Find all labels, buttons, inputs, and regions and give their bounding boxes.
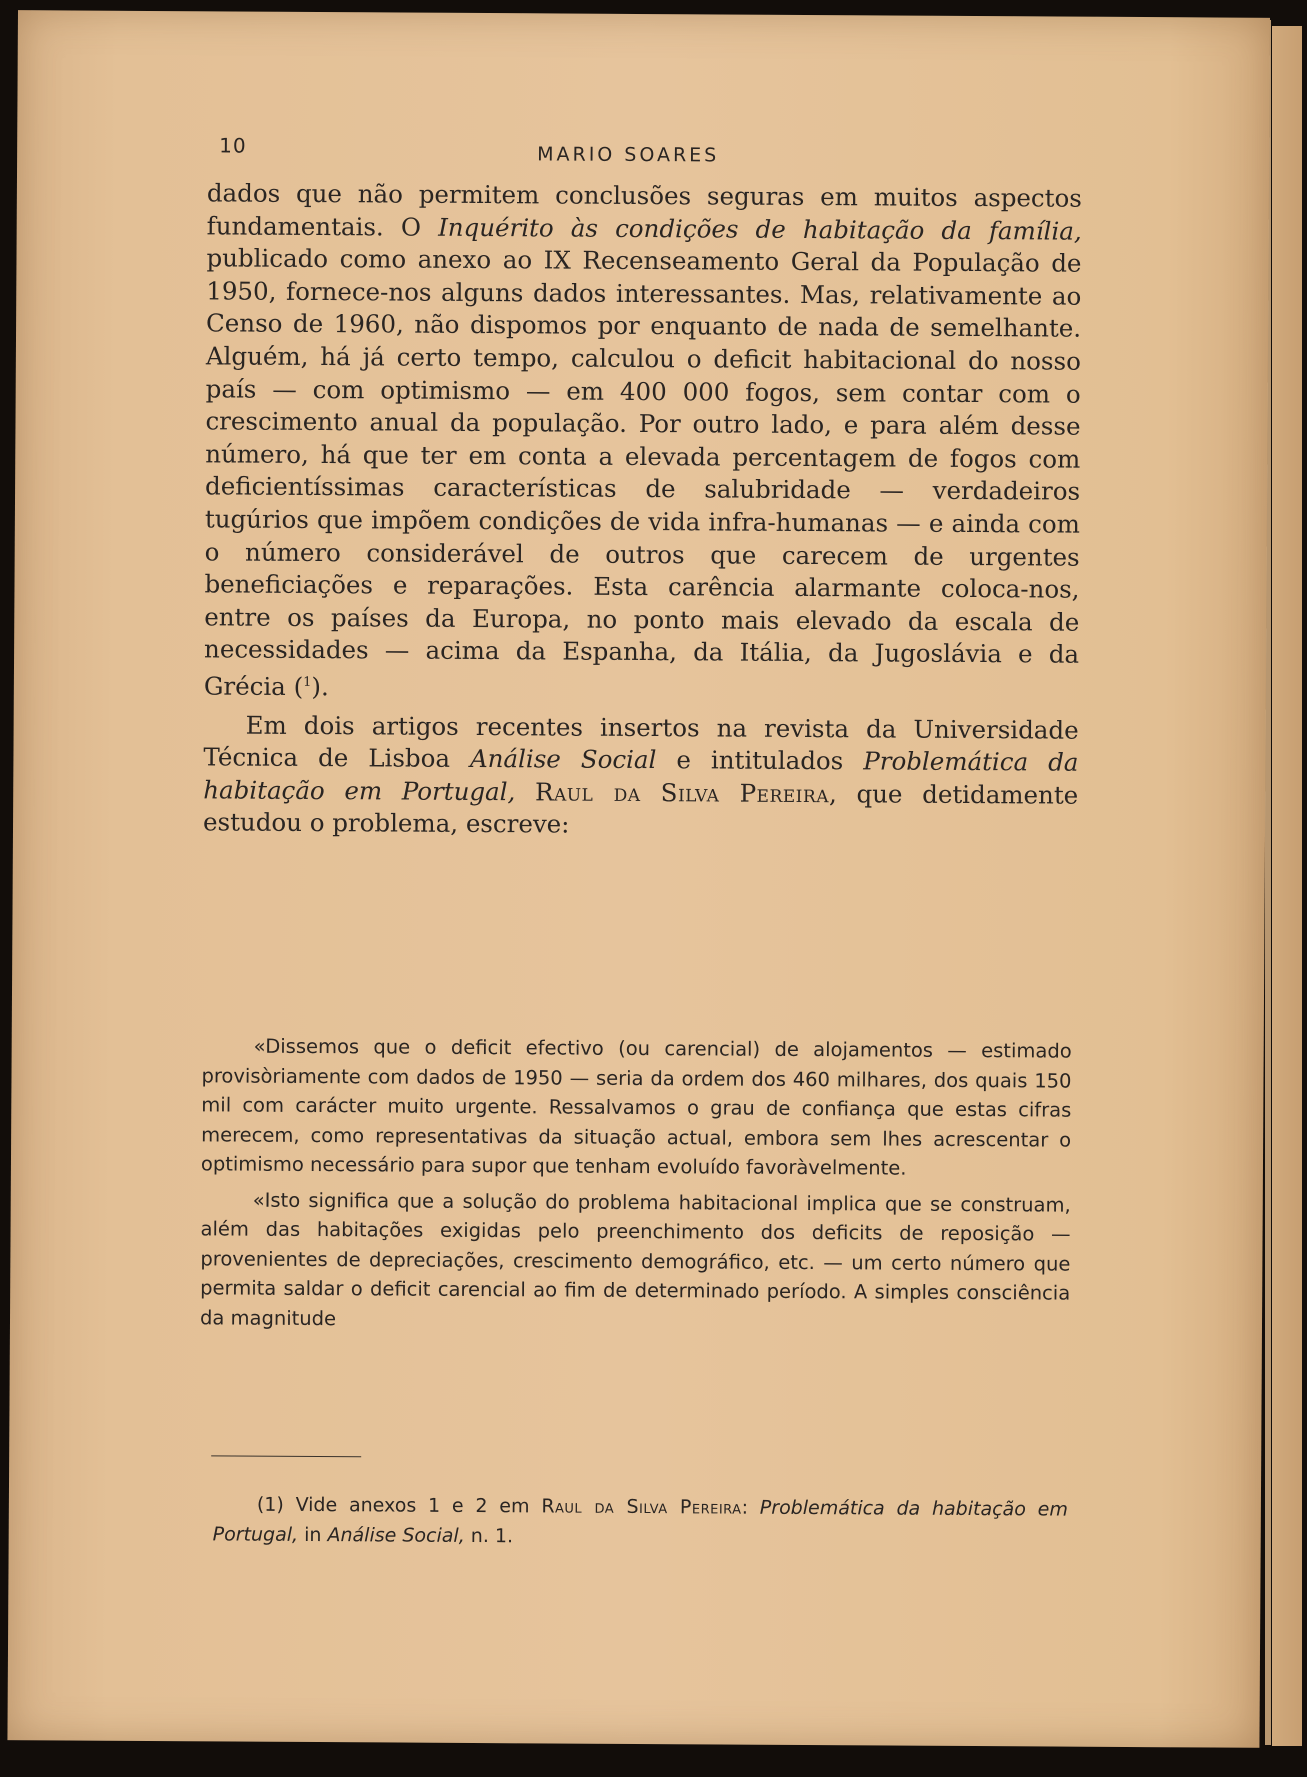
quote-paragraph-1: «Dissemos que o deficit efectivo (ou carencial) de alojamentos — estimado provisòriamente com dados de 1950 — seria da ordem dos 460 milhares, dos quais 150 mil com carácter muito urgente. Ressalvamos o grau de confiança que estas cifras merecem, como representativas da situação actual, embora sem lhes acrescentar o optimismo necessário para supor que tenham evoluído favoràvelmente. — [200, 1034, 1072, 1180]
footnote-reference: 1 — [303, 674, 312, 690]
page-header — [17, 120, 1269, 168]
p2-text-a: Em dois artigos recentes insertos na revista da Universidade Técnica de Lisboa — [203, 710, 1079, 774]
main-text — [203, 177, 1082, 844]
footnote-author: Raul da Silva Pereira — [541, 1495, 742, 1519]
p1-italic-title: Inquérito às condições de habitação da família, — [438, 212, 1082, 246]
block-quote — [200, 1031, 1072, 1337]
p1-text-c: publicado como anexo ao IX Recenseamento Geral da População de 1950, fornece-nos alguns dados interessantes. Mas, relativamente ao Censo de 1960, não dispomos por enquanto de nada de semelhante. Alguém, há já certo tempo, calculou o deficit habitacional do nosso país — com optimismo — em 400 000 fogos, sem contar com o crescimento anual da população. Por outro lado, e para além desse número, há que ter em conta a elevada percentagem de fogos com deficientíssimas características de salubridade — verdadeiros tugúrios que impõem condições de vida infra-humanas — e ainda com o número considerável de outros que carecem de urgentes beneficiações e reparações. Esta carência alarmante coloca-nos, entre os países da Europa, no ponto mais elevado da escala de necessidades — acima da Espanha, da Itália, da Jugoslávia e da Grécia ( — [203, 243, 1082, 701]
footnote-marker: (1) — [256, 1493, 284, 1516]
footnote — [213, 1489, 1068, 1554]
book-page — [7, 10, 1270, 1748]
p2-text-f: , que detidamente estudou o problema, escreve: — [202, 778, 1079, 839]
p1-text-d: ). — [311, 672, 329, 702]
p2-space — [515, 777, 535, 806]
footnote-text-c: in — [298, 1523, 328, 1547]
p2-article-italic: Problemática da habitação em Portugal, — [203, 746, 1079, 807]
paragraph-2 — [203, 709, 1079, 845]
p2-text-c: e intitulados — [656, 745, 864, 776]
p2-journal-italic: Análise Social — [469, 744, 657, 775]
quote-paragraph-2: «Isto significa que a solução do problema habitacional implica que se construam, além das habitações exigidas pelo preenchimento dos deficits de reposição — provenientes de depreciações, crescimento demográfico, etc. — um certo número que permita saldar o deficit carencial ao fim de determinado período. A simples consciência da magnitude — [199, 1188, 1071, 1330]
p1-text-a: dados que não permitem conclusões seguras em muitos aspectos fundamentais. O — [206, 178, 1082, 242]
footnote-text-d: n. 1. — [464, 1524, 514, 1548]
page-number: 10 — [219, 133, 247, 158]
paragraph-1 — [204, 177, 1082, 708]
footnote-title-italic: Problemática da habitação em Portugal, — [212, 1496, 1068, 1546]
footnote-journal-italic: Análise Social, — [327, 1524, 465, 1547]
running-head: MARIO SOARES — [537, 143, 720, 167]
adjacent-page-edge — [1272, 26, 1302, 1746]
p2-author-name: Raul da Silva Pereira — [534, 777, 830, 808]
footnote-divider — [211, 1455, 361, 1457]
footnote-text-b: : — [741, 1496, 760, 1519]
footnote-text-a: Vide anexos 1 e 2 em — [283, 1493, 542, 1518]
